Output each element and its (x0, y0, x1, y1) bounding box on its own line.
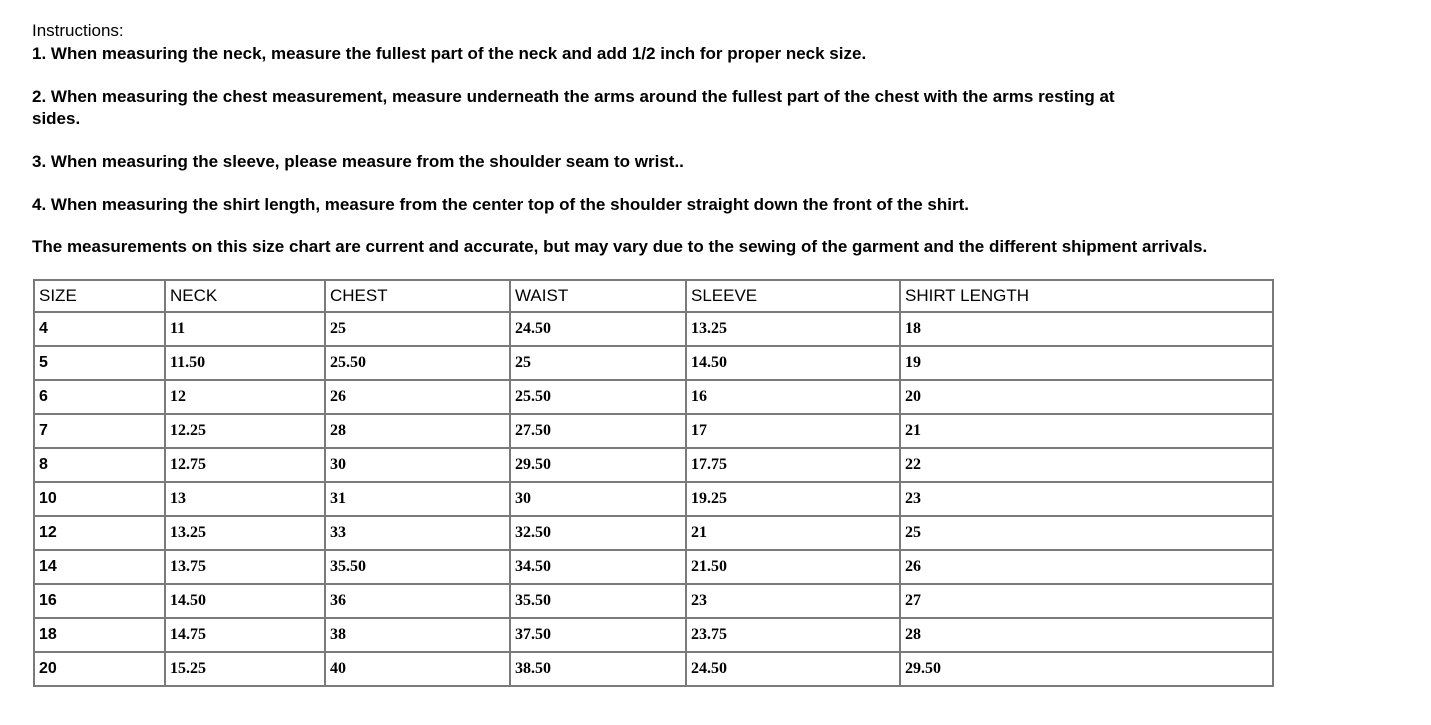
cell-waist: 34.50 (510, 550, 686, 584)
cell-size: 4 (34, 312, 165, 346)
cell-neck: 12 (165, 380, 325, 414)
cell-neck: 11.50 (165, 346, 325, 380)
instruction-shirt-length: 4. When measuring the shirt length, measure from the center top of the shoulder straight down the front of the shirt. (32, 195, 969, 214)
instruction-sleeve: 3. When measuring the sleeve, please measure from the shoulder seam to wrist.. (32, 152, 684, 171)
table-row (34, 448, 1273, 482)
cell-shirt-length: 25 (900, 516, 1273, 550)
cell-size: 10 (34, 482, 165, 516)
cell-sleeve: 23 (686, 584, 900, 618)
cell-neck: 13.75 (165, 550, 325, 584)
measurement-note: The measurements on this size chart are current and accurate, but may vary due to the sewing of the garment and the different shipment arrivals. (32, 237, 1208, 256)
cell-size: 12 (34, 516, 165, 550)
cell-shirt-length: 22 (900, 448, 1273, 482)
cell-shirt-length: 19 (900, 346, 1273, 380)
cell-waist: 25 (510, 346, 686, 380)
cell-neck: 13.25 (165, 516, 325, 550)
instruction-chest-line2: sides. (32, 109, 81, 128)
cell-size: 6 (34, 380, 165, 414)
instructions-heading: Instructions: (32, 21, 124, 40)
size-chart-table (33, 279, 1274, 687)
cell-sleeve: 24.50 (686, 652, 900, 686)
cell-size: 16 (34, 584, 165, 618)
cell-shirt-length: 20 (900, 380, 1273, 414)
header-neck: NECK (165, 280, 325, 312)
table-row (34, 312, 1273, 346)
cell-chest: 31 (325, 482, 510, 516)
table-row (34, 414, 1273, 448)
cell-sleeve: 23.75 (686, 618, 900, 652)
table-row (34, 482, 1273, 516)
cell-size: 8 (34, 448, 165, 482)
cell-waist: 25.50 (510, 380, 686, 414)
cell-neck: 15.25 (165, 652, 325, 686)
cell-chest: 36 (325, 584, 510, 618)
cell-chest: 35.50 (325, 550, 510, 584)
table-row (34, 584, 1273, 618)
cell-waist: 38.50 (510, 652, 686, 686)
cell-size: 20 (34, 652, 165, 686)
header-sleeve: SLEEVE (686, 280, 900, 312)
cell-sleeve: 13.25 (686, 312, 900, 346)
cell-waist: 24.50 (510, 312, 686, 346)
table-row (34, 516, 1273, 550)
cell-sleeve: 16 (686, 380, 900, 414)
cell-size: 5 (34, 346, 165, 380)
cell-sleeve: 14.50 (686, 346, 900, 380)
cell-chest: 30 (325, 448, 510, 482)
cell-size: 18 (34, 618, 165, 652)
cell-neck: 14.50 (165, 584, 325, 618)
cell-sleeve: 19.25 (686, 482, 900, 516)
cell-size: 7 (34, 414, 165, 448)
cell-waist: 27.50 (510, 414, 686, 448)
cell-shirt-length: 18 (900, 312, 1273, 346)
cell-size: 14 (34, 550, 165, 584)
instruction-neck: 1. When measuring the neck, measure the fullest part of the neck and add 1/2 inch for proper neck size. (32, 44, 867, 63)
cell-chest: 28 (325, 414, 510, 448)
cell-chest: 33 (325, 516, 510, 550)
cell-waist: 32.50 (510, 516, 686, 550)
instruction-chest-line1: 2. When measuring the chest measurement, measure underneath the arms around the fullest part of the chest with the arms resting at (32, 87, 1115, 106)
table-body (34, 312, 1273, 686)
cell-waist: 35.50 (510, 584, 686, 618)
cell-chest: 26 (325, 380, 510, 414)
cell-waist: 37.50 (510, 618, 686, 652)
cell-neck: 12.75 (165, 448, 325, 482)
cell-sleeve: 17 (686, 414, 900, 448)
cell-chest: 25.50 (325, 346, 510, 380)
table-row (34, 550, 1273, 584)
header-size: SIZE (34, 280, 165, 312)
cell-chest: 38 (325, 618, 510, 652)
cell-chest: 40 (325, 652, 510, 686)
cell-shirt-length: 28 (900, 618, 1273, 652)
cell-sleeve: 21.50 (686, 550, 900, 584)
cell-shirt-length: 27 (900, 584, 1273, 618)
cell-sleeve: 21 (686, 516, 900, 550)
header-waist: WAIST (510, 280, 686, 312)
cell-neck: 11 (165, 312, 325, 346)
table-row (34, 346, 1273, 380)
cell-waist: 30 (510, 482, 686, 516)
table-row (34, 380, 1273, 414)
cell-neck: 14.75 (165, 618, 325, 652)
header-shirt-length: SHIRT LENGTH (900, 280, 1273, 312)
cell-sleeve: 17.75 (686, 448, 900, 482)
cell-chest: 25 (325, 312, 510, 346)
table-row (34, 618, 1273, 652)
cell-neck: 13 (165, 482, 325, 516)
table-header-row (34, 280, 1273, 312)
cell-shirt-length: 23 (900, 482, 1273, 516)
cell-shirt-length: 21 (900, 414, 1273, 448)
cell-shirt-length: 26 (900, 550, 1273, 584)
header-chest: CHEST (325, 280, 510, 312)
table-row (34, 652, 1273, 686)
cell-waist: 29.50 (510, 448, 686, 482)
cell-neck: 12.25 (165, 414, 325, 448)
cell-shirt-length: 29.50 (900, 652, 1273, 686)
